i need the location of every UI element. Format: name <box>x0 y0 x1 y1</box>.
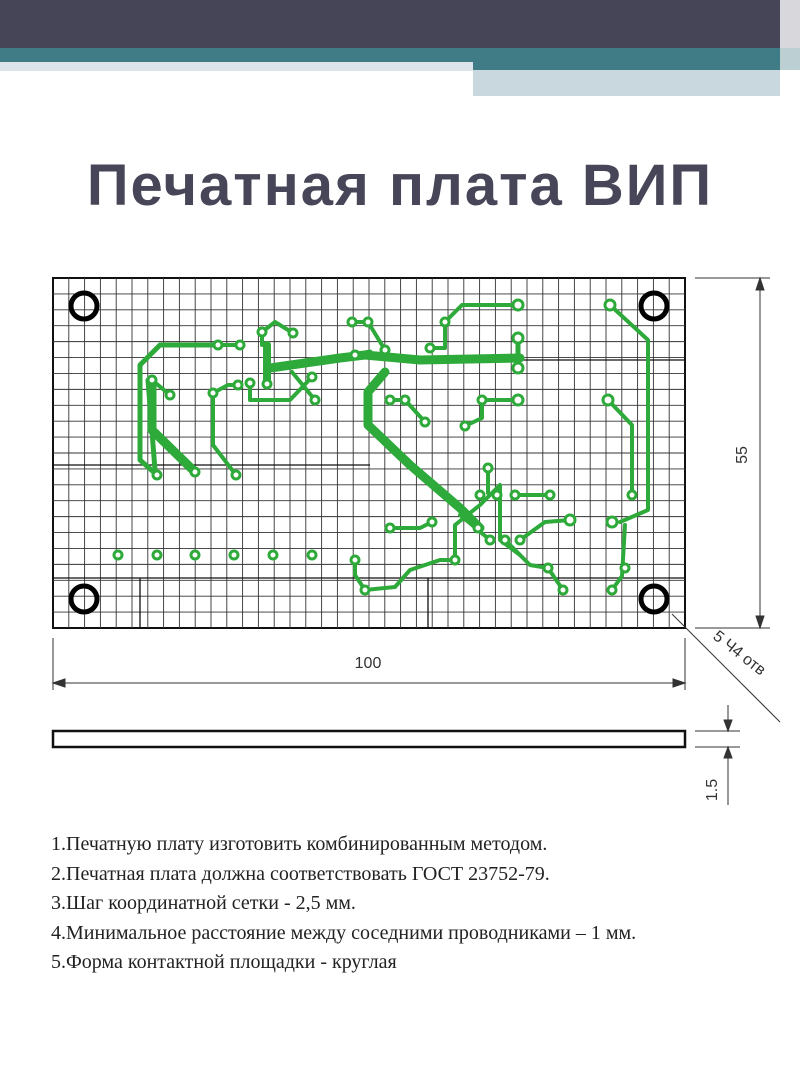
dimension-height-label: 55 <box>734 446 751 464</box>
note-item: 4.Минимальное расстояние между соседними проводниками – 1 мм. <box>51 921 637 944</box>
header-bar-dark <box>0 0 780 48</box>
dimension-height <box>695 278 770 628</box>
coordinate-grid <box>53 278 685 628</box>
slide-title: Печатная плата ВИП <box>86 153 714 218</box>
note-item: 3.Шаг координатной сетки - 2,5 мм. <box>51 892 356 914</box>
dimension-width-label: 100 <box>354 655 382 672</box>
pcb-drawing <box>0 260 800 820</box>
note-item: 5.Форма контактной площадки - круглая <box>51 951 397 973</box>
header-bar-light <box>0 62 473 71</box>
dimension-thickness-label: 1.5 <box>704 778 721 802</box>
hole-note: 5 Ч4 отв <box>709 627 769 680</box>
board-side-profile <box>53 731 685 747</box>
header-bar-teal-end <box>780 48 800 70</box>
note-item: 2.Печатная плата должна соответствовать ГОСТ 23752-79. <box>51 862 550 885</box>
header-bar-light-right <box>473 70 780 96</box>
technical-notes <box>51 830 636 978</box>
header-bar-dark-end <box>780 0 800 48</box>
note-item: 1.Печатную плату изготовить комбинированным методом. <box>51 833 548 855</box>
